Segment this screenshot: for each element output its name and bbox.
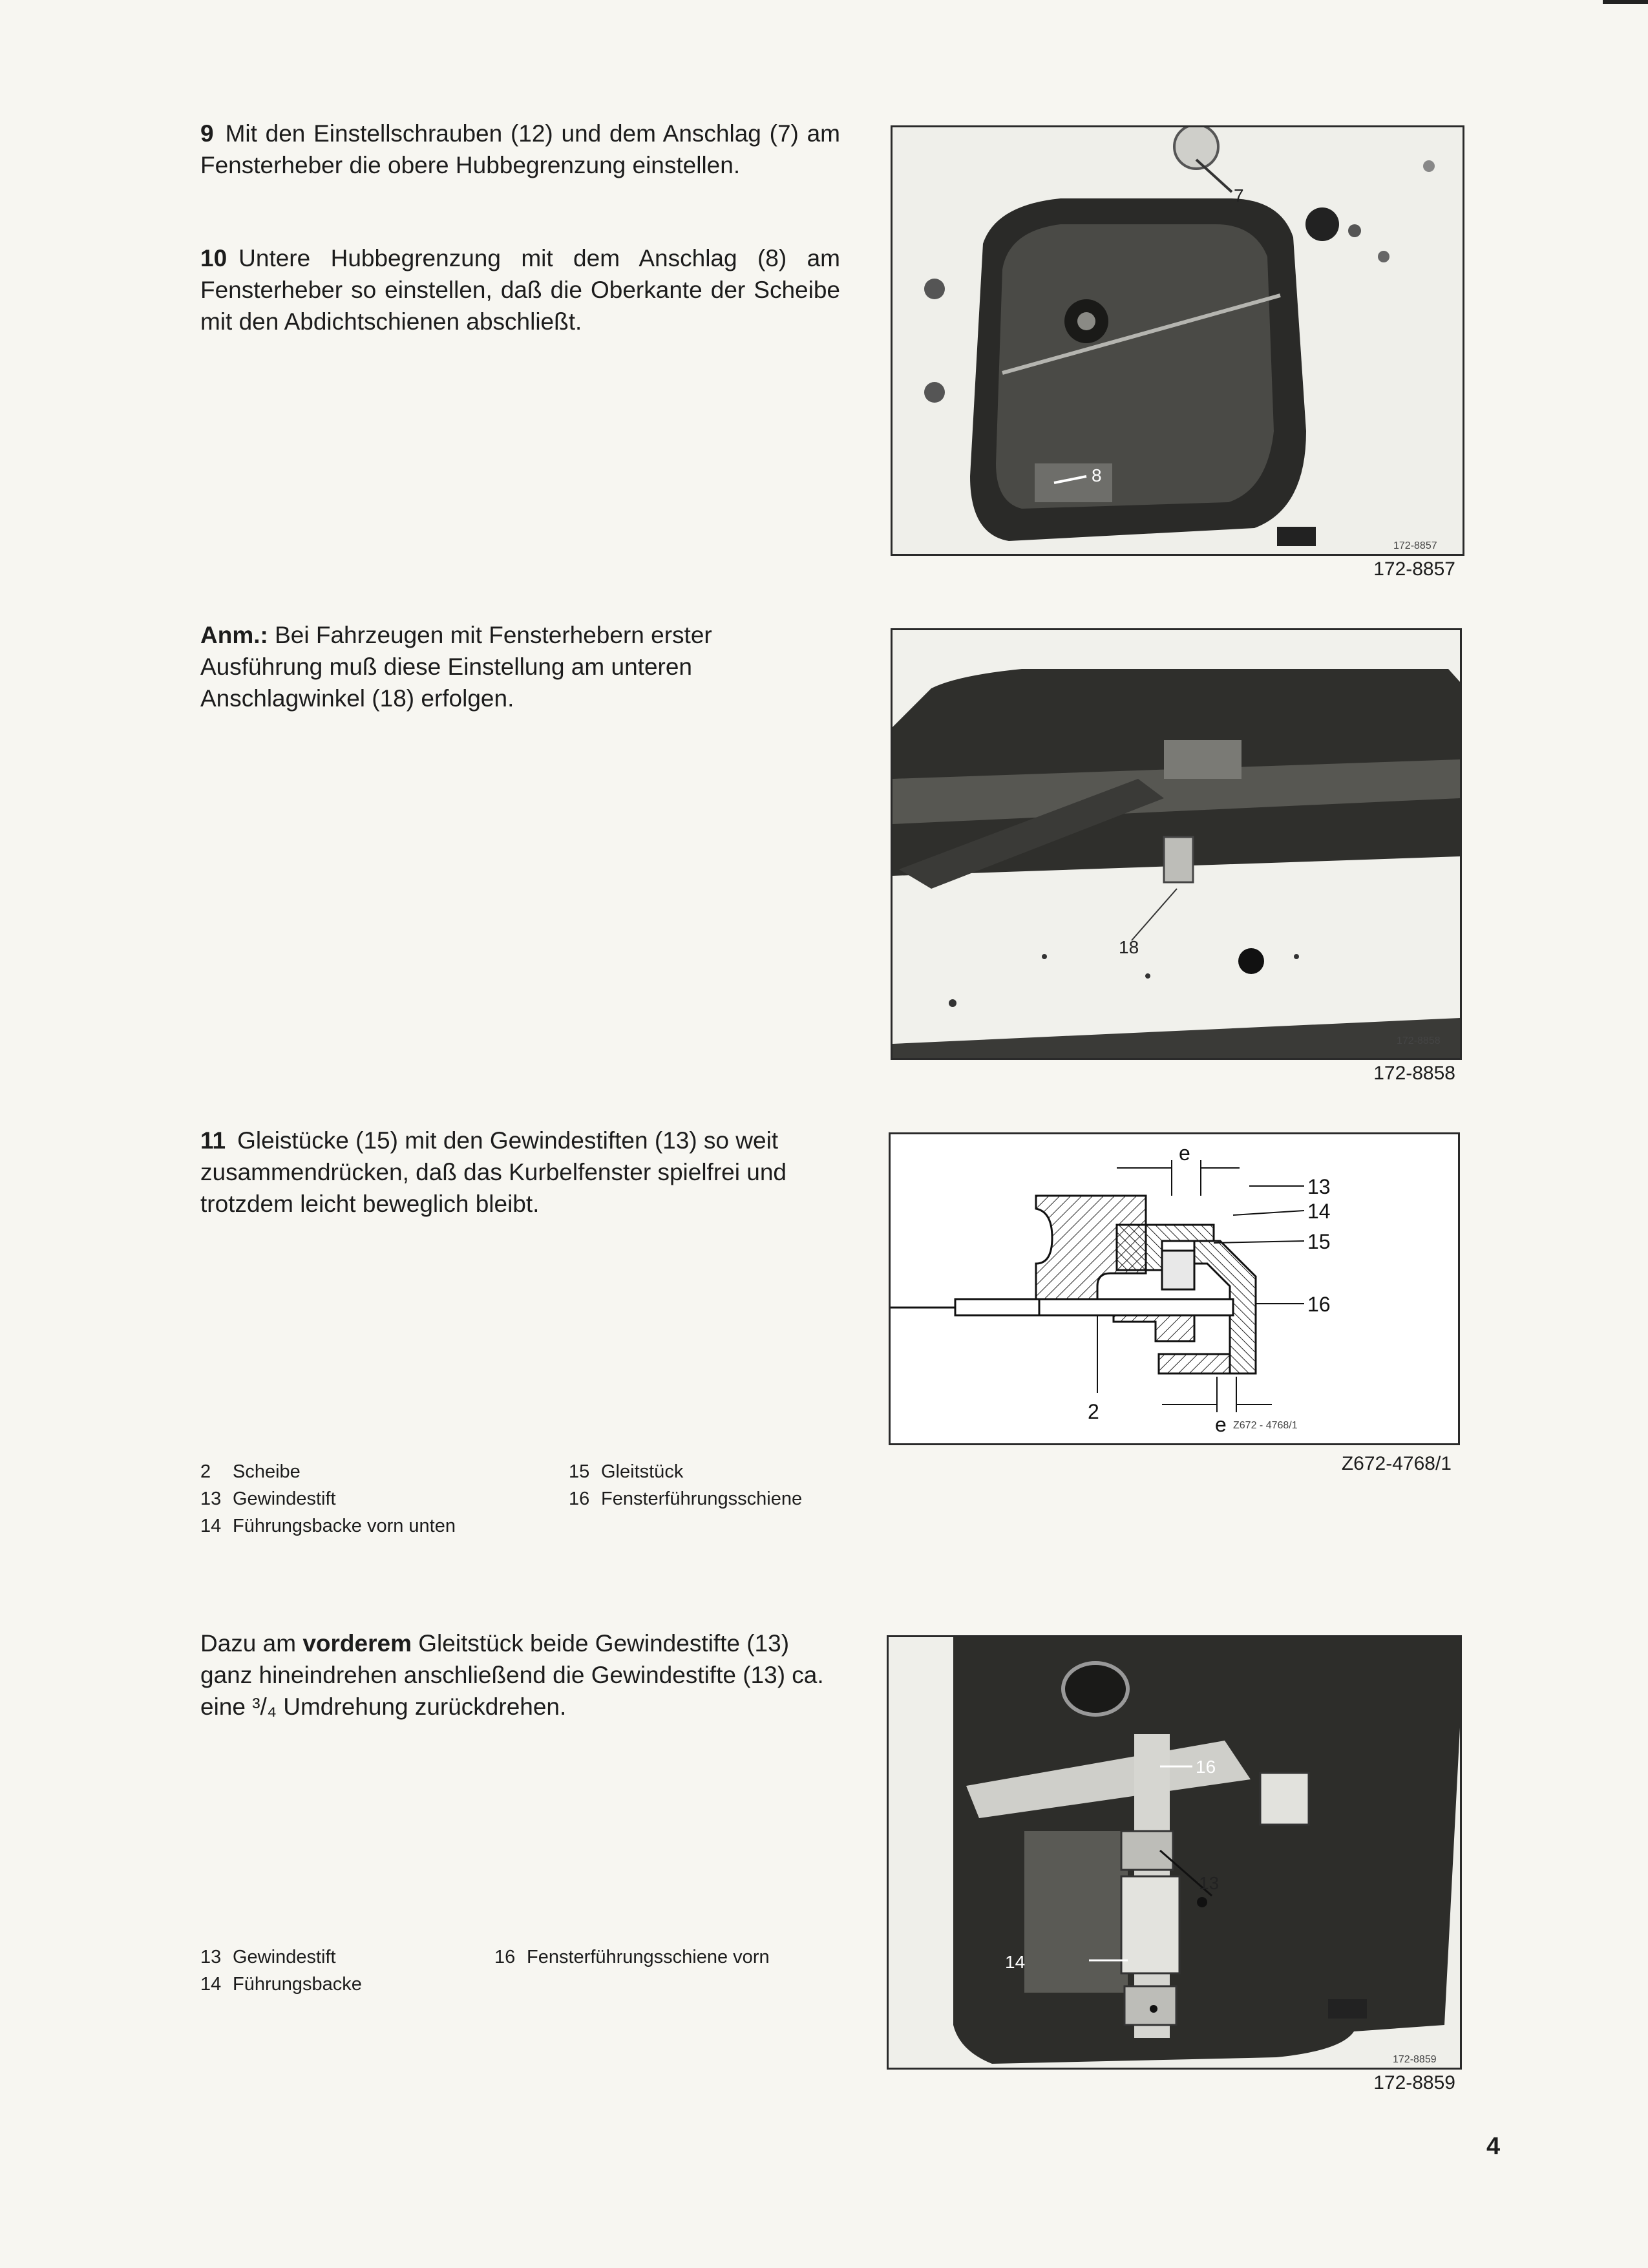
legend-item: 13 Gewindestift [200, 1947, 336, 1967]
note-anm [200, 619, 821, 714]
emphasis: vorderem [302, 1630, 412, 1657]
step-10 [200, 242, 840, 337]
legend-figure-3-right [569, 1458, 802, 1512]
callout-13: 13 [1199, 1873, 1220, 1893]
step-number: 9 [200, 120, 214, 147]
legend-item: 16 Fensterführungsschiene [569, 1489, 803, 1509]
note-text: Bei Fahrzeugen mit Fensterhebern erster Ausführung muß diese Einstellung am unteren Anschlagwinkel (18) erfolgen. [200, 622, 712, 712]
legend-figure-3-left [200, 1458, 456, 1540]
callout-7: 7 [1234, 185, 1244, 206]
callout-16: 16 [1196, 1757, 1216, 1777]
scan-edge-mark [1603, 0, 1648, 4]
callout-e-top: e [1179, 1141, 1190, 1165]
callout-8: 8 [1092, 465, 1102, 485]
step-number: 11 [200, 1127, 226, 1154]
figure-stamp: 172-8857 [1393, 540, 1437, 551]
figure-diagram-z672-4768 [889, 1132, 1460, 1445]
legend-item: 15 Gleitstück [569, 1461, 684, 1482]
figure-photo-172-8859 [887, 1635, 1462, 2070]
figure-code: 172-8859 [1373, 2072, 1455, 2093]
legend-item: 13 Gewindestift [200, 1489, 336, 1509]
callout-14: 14 [1005, 1952, 1026, 1972]
instruction-paragraph: Dazu am vorderem Gleitstück beide Gewindestifte (13) ganz hineindrehen anschließend die Gewindestifte (13) ca. eine ³/₄ Umdrehung zurückdrehen. [200, 1630, 824, 1720]
figure-photo-172-8857 [891, 125, 1464, 556]
step-11 [200, 1125, 840, 1220]
callout-13: 13 [1307, 1175, 1331, 1198]
figure-stamp: 172-8858 [1397, 1035, 1441, 1046]
figure-code: Z672-4768/1 [1341, 1453, 1452, 1474]
callout-16: 16 [1307, 1293, 1331, 1316]
callout-2: 2 [1088, 1400, 1099, 1423]
page-number: 4 [1486, 2133, 1501, 2160]
legend-item: 16 Fensterführungsschiene vorn [494, 1947, 770, 1967]
callout-e-bottom: e [1215, 1413, 1227, 1436]
step-text: Mit den Einstellschrauben (12) und dem Anschlag (7) am Fensterheber die obere Hubbegrenzung einstellen. [200, 120, 840, 178]
figure-photo-172-8858 [891, 628, 1462, 1060]
callout-15: 15 [1307, 1230, 1331, 1253]
step-text: Gleistücke (15) mit den Gewindestiften (13) so weit zusammendrücken, daß das Kurbelfenster spielfrei und trotzdem leicht beweglich bleibt. [200, 1127, 787, 1217]
legend-item: 2 Scheibe [200, 1461, 301, 1482]
legend-figure-4-right [494, 1944, 770, 1971]
note-label: Anm.: [200, 622, 268, 648]
figure-code: 172-8857 [1373, 558, 1455, 580]
step-9 [200, 118, 840, 181]
legend-item: 14 Führungsbacke vorn unten [200, 1516, 456, 1536]
figure-code: 172-8858 [1373, 1063, 1455, 1084]
step-number: 10 [200, 245, 227, 271]
legend-item: 14 Führungsbacke [200, 1974, 362, 1995]
figure-stamp: 172-8859 [1393, 2054, 1437, 2065]
callout-14: 14 [1307, 1200, 1331, 1223]
figure-stamp: Z672 - 4768/1 [1233, 1420, 1298, 1431]
legend-figure-4-left [200, 1944, 362, 1998]
step-text: Untere Hubbegrenzung mit dem Anschlag (8) am Fensterheber so einstellen, daß die Oberkante der Scheibe mit den Abdichtschienen abschließt. [200, 245, 840, 335]
callout-18: 18 [1119, 937, 1139, 957]
